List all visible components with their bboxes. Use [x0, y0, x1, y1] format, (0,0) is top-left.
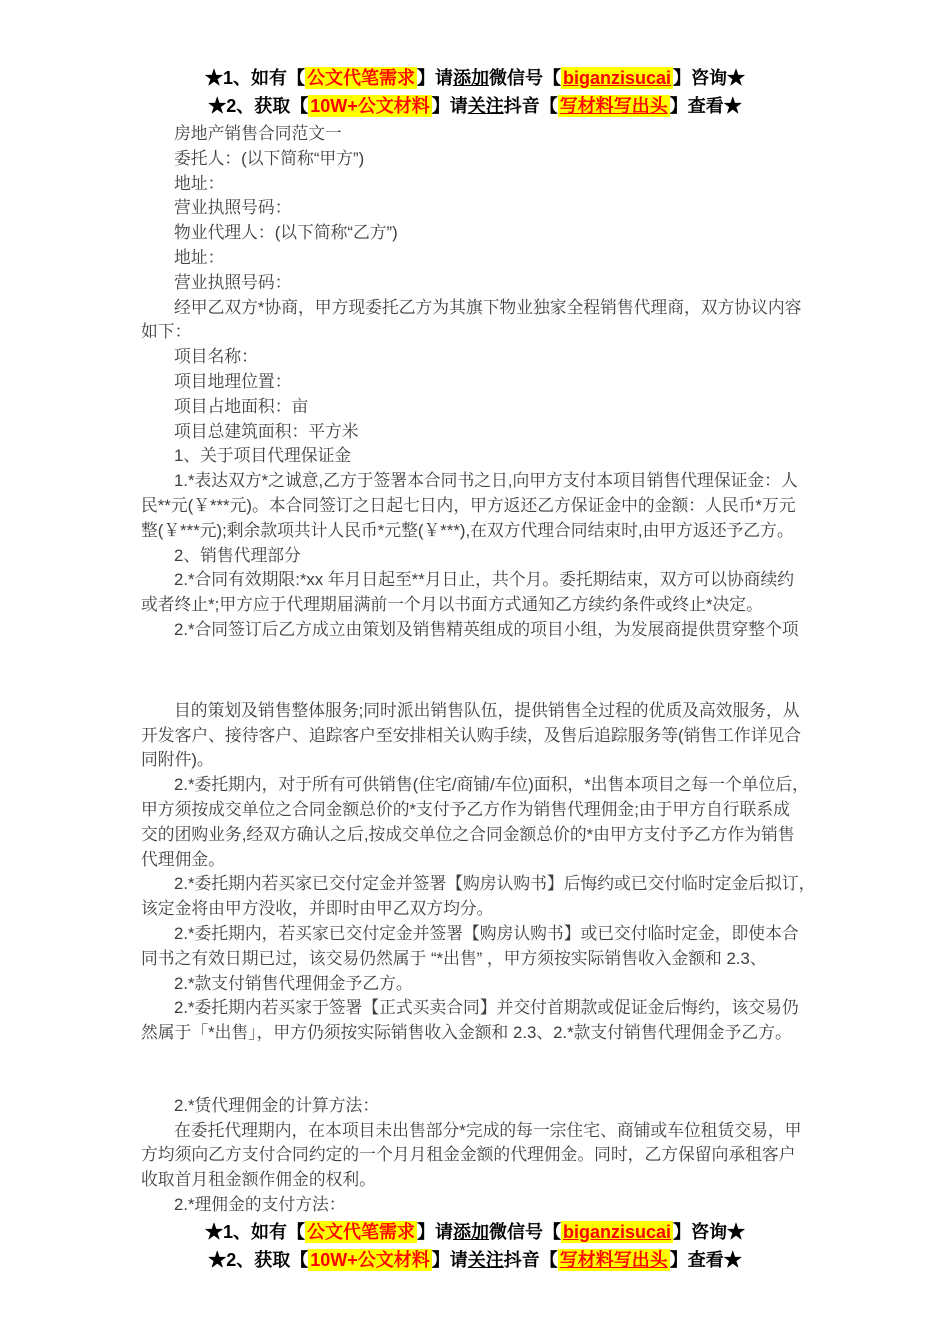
promo-highlighted-text: 写材料写出头 [559, 96, 668, 116]
contract-text-line: 方均须向乙方支付合同约定的一个月月租金金额的代理佣金。同时，乙方保留向承租客户 [141, 1145, 796, 1165]
promo-text-segment: 添加 [452, 1221, 489, 1242]
promo-text-segment: 添加 [452, 68, 489, 88]
contract-text-line: 2.*委托期内，对于所有可供销售(住宅/商铺/车位)面积，*出售本项目之每一个单位后， [174, 775, 809, 795]
promo-highlighted-text: 公文代笔需求 [306, 1221, 415, 1242]
contract-text-line: 1、关于项目代理保证金 [174, 446, 352, 466]
contract-text-line: 项目总建筑面积：平方米 [174, 421, 359, 441]
contract-text-line: 2.*合同签订后乙方成立由策划及销售精英组成的项目小组，为发展商提供贯穿整个项 [174, 619, 799, 639]
contract-text-line: 营业执照号码： [174, 198, 292, 218]
contract-text-line: 地址： [174, 173, 225, 193]
promo-text-segment: ★2、获取【 [208, 1249, 309, 1270]
promo-text-segment: 】请 [416, 1221, 453, 1242]
contract-text-line: 交的团购业务,经双方确认之后,按成交单位之合同金额总价的*由甲方支付予乙方作为销售 [141, 824, 795, 844]
contract-text-line: 同附件)。 [141, 750, 214, 770]
promo-highlighted-text: biganzisucai [562, 68, 672, 88]
promo-header [0, 0, 950, 120]
contract-body-text [141, 122, 816, 1218]
contract-text-line: 房地产销售合同范文一 [174, 124, 342, 143]
contract-text-line: 2.*款支付销售代理佣金予乙方。 [174, 973, 413, 993]
contract-text-line: 然属于「*出售」，甲方仍须按实际销售收入金额和 2.3、2.*款支付销售代理佣金予乙方。 [141, 1023, 792, 1043]
paragraph-gap [141, 643, 813, 699]
promo-text-segment: ★1、如有【 [204, 1221, 305, 1242]
promo-text-segment: ★2、获取【 [208, 96, 309, 116]
promo-text-segment: 】请 [416, 68, 453, 88]
contract-text-line: 收取首月租金额作佣金的权利。 [141, 1170, 376, 1190]
contract-text-line: 在委托代理期内，在本项目未出售部分*完成的每一宗住宅、商铺或车位租赁交易，甲 [174, 1120, 802, 1140]
contract-text-line: 或者终止*;甲方应于代理期届满前一个月以书面方式通知乙方续约条件或终止*决定。 [141, 595, 763, 615]
paragraph-gap [141, 1046, 813, 1094]
contract-text-line: 2.*赁代理佣金的计算方法： [174, 1095, 380, 1115]
promo-text-segment: 微信号【 [488, 68, 561, 88]
contract-text-line: 2.*合同有效期限:*xx 年月日起至**月日止，共个月。委托期结束，双方可以协商续约 [174, 570, 795, 590]
contract-text-line: 2.*委托期内若买家已交付定金并签署【购房认购书】后悔约或已交付临时定金后拟订， [174, 874, 816, 894]
promo-text-segment: 】咨询★ [673, 68, 746, 88]
contract-text-line: 物业代理人：(以下简称“乙方”) [174, 223, 398, 243]
contract-text-line: 开发客户、接待客户、追踪客户至安排相关认购手续，及售后追踪服务等(销售工作详见合 [141, 725, 802, 745]
contract-text-line: 地址： [174, 247, 225, 267]
promo-footer [0, 1218, 950, 1274]
contract-text-line: 委托人：(以下简称“甲方”) [174, 148, 365, 168]
contract-text-line: 代理佣金。 [141, 849, 225, 869]
contract-text-line: 如下： [141, 322, 192, 342]
contract-text-line: 目的策划及销售整体服务;同时派出销售队伍，提供销售全过程的优质及高效服务，从 [174, 700, 800, 720]
contract-text-line: 2.*委托期内，若买家已交付定金并签署【购房认购书】或已交付临时定金，即使本合 [174, 923, 799, 943]
promo-text-segment: 】咨询★ [673, 1221, 746, 1242]
contract-text-line: 项目名称： [174, 347, 258, 367]
promo-text-segment: 抖音【 [503, 1249, 558, 1270]
promo-text-segment: 】请 [431, 96, 468, 116]
promo-header-line-1 [0, 64, 950, 92]
contract-text-line: 2.*委托期内若买家于签署【正式买卖合同】并交付首期款或促证金后悔约，该交易仍 [174, 998, 799, 1018]
promo-highlighted-text: 写材料写出头 [559, 1249, 668, 1270]
promo-highlighted-text: 公文代笔需求 [306, 68, 415, 88]
promo-footer-line-1 [0, 1218, 950, 1246]
contract-text-line: 民**元(￥***元)。本合同签订之日起七日内，甲方返还乙方保证金中的金额：人民币*万元 [141, 495, 796, 515]
contract-text-line: 经甲乙双方*协商，甲方现委托乙方为其旗下物业独家全程销售代理商，双方协议内容 [174, 297, 802, 317]
promo-highlighted-text: biganzisucai [562, 1221, 672, 1242]
promo-text-segment: 】查看★ [669, 1249, 742, 1270]
promo-footer-line-2 [0, 1246, 950, 1274]
contract-text-line: 甲方须按成交单位之合同金额总价的*支付予乙方作为销售代理佣金;由于甲方自行联系成 [141, 799, 790, 819]
promo-text-segment: 关注 [467, 1249, 504, 1270]
promo-text-segment: 关注 [467, 96, 504, 116]
promo-header-line-2 [0, 92, 950, 120]
contract-text-line: 整(￥***元);剩余款项共计人民币*元整(￥***),在双方代理合同结束时,由甲方返还予乙方。 [141, 520, 794, 540]
contract-text-line: 2.*理佣金的支付方法： [174, 1195, 346, 1215]
promo-text-segment: ★1、如有【 [204, 68, 305, 88]
contract-text-line: 1.*表达双方*之诚意,乙方于签署本合同书之日,向甲方支付本项目销售代理保证金：人 [174, 471, 798, 491]
contract-text-line: 项目占地面积：亩 [174, 396, 309, 416]
promo-text-segment: 抖音【 [503, 96, 558, 116]
contract-text-line: 2、销售代理部分 [174, 545, 301, 565]
contract-text-line: 该定金将由甲方没收，并即时由甲乙双方均分。 [141, 899, 494, 919]
promo-text-segment: 微信号【 [488, 1221, 561, 1242]
contract-text-line: 项目地理位置： [174, 371, 292, 391]
promo-highlighted-text: 10W+公文材料 [310, 96, 430, 116]
promo-highlighted-text: 10W+公文材料 [310, 1249, 430, 1270]
contract-text-line: 同书之有效日期已过，该交易仍然属于 “*出售” ，甲方须按实际销售收入金额和 2.3、 [141, 948, 767, 968]
promo-text-segment: 】请 [431, 1249, 468, 1270]
promo-text-segment: 】查看★ [669, 96, 742, 116]
contract-text-line: 营业执照号码： [174, 272, 292, 292]
